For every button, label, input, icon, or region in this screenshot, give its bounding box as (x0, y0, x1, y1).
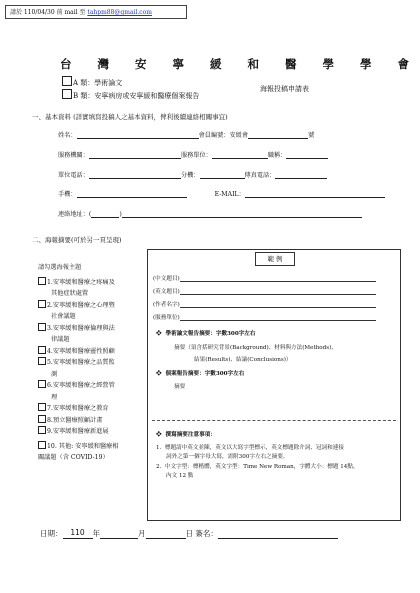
org-field[interactable] (89, 151, 181, 159)
topic-item[interactable]: 7.安寧緩和醫療之教育 (38, 403, 146, 415)
example-field-en-title: (英文題目) (153, 287, 376, 295)
unit-field[interactable] (212, 151, 268, 159)
topic-item[interactable]: 1.安寧緩和醫療之疼痛及 (38, 277, 146, 289)
topic-item[interactable]: 9.安寧緩和醫療新進展 (38, 426, 146, 438)
example-box (147, 249, 401, 521)
member-no-field[interactable] (248, 131, 308, 139)
topics-title: 請勾選海報主題 (38, 264, 82, 271)
topic-item-cont: 律議題 (51, 336, 70, 343)
academic-abstract-line2: 結果(Results)、結論(Conclusions)） (194, 357, 292, 363)
topic-checkbox[interactable] (38, 323, 46, 331)
topic-item-cont: 測 (51, 370, 58, 378)
notice-email-link[interactable]: tahpm88@gmail.com (87, 9, 152, 16)
example-field-unit: (服務單位) (153, 313, 376, 321)
topic-item-cont: 關議題（含 COVID-19） (38, 454, 109, 461)
academic-abstract-heading: ❖ 學術論文報告摘要：字數300字左右 (156, 331, 256, 337)
day-field[interactable] (146, 528, 186, 539)
address-field[interactable] (122, 210, 362, 218)
topic-item[interactable]: 8.預立醫療照顧計畫 (38, 415, 146, 427)
topic-item[interactable]: 6.安寧緩和醫療之經營管 (38, 380, 146, 392)
row-org: 服務機關： 服務單位： 職稱： (58, 150, 328, 159)
row-phone: 單位電話： 分機： 傳真電話： (58, 170, 327, 179)
year-field[interactable]: 110 (63, 528, 93, 539)
zip-field[interactable] (91, 210, 119, 218)
form-name: 海報投稿申請表 (260, 85, 309, 93)
section1-heading: 一、基本資料 (詳實填寫投稿人之基本資料，俾利後續連絡相關事宜) (32, 113, 228, 121)
row-name-member: 姓名： 會員編號：安緩會 號 (58, 132, 315, 139)
fax-field[interactable] (275, 171, 327, 179)
email-field[interactable] (245, 190, 385, 198)
month-field[interactable] (100, 528, 138, 539)
topic-item-cont: 其他症狀處置 (51, 290, 89, 297)
topic-checkbox[interactable] (38, 441, 46, 449)
office-phone-field[interactable] (89, 171, 181, 179)
topic-checkbox[interactable] (38, 380, 46, 388)
case-report-body: 摘要 (174, 384, 186, 390)
ext-field[interactable] (200, 171, 245, 179)
topic-checkbox[interactable] (38, 403, 46, 411)
topic-item[interactable]: 3.安寧緩和醫療倫理與法 (38, 323, 146, 335)
category-a[interactable]: A 類：學術論文 (62, 76, 122, 88)
topic-checkbox[interactable] (38, 357, 46, 365)
topic-item-cont: 理 (51, 393, 58, 401)
example-field-author: (作者名字) (153, 300, 376, 308)
topic-checkbox[interactable] (38, 277, 46, 285)
case-report-heading: ❖ 個案報告摘要：字數300字左右 (156, 371, 245, 377)
note-item-1-cont: 詞外之第一個字母大寫，需附300字左右之摘要。 (166, 454, 289, 460)
category-b-checkbox[interactable] (62, 89, 72, 99)
topic-checkbox[interactable] (38, 346, 46, 354)
row-mobile: 手機： E-MAIL： (58, 189, 385, 198)
page-title: 台 灣 安 寧 緩 和 醫 學 學 會 (60, 57, 420, 71)
note-item-2: 2. 中文字型：標楷體，英文字型：Time New Roman，字體大小：標題 14點， (156, 464, 359, 470)
submission-notice: 請於 110/04/30 前 mail 至 tahpm88@gmail.com (5, 5, 187, 19)
topic-list (38, 262, 146, 464)
topic-checkbox[interactable] (38, 300, 46, 308)
category-b[interactable]: B 類：安寧病房或安寧緩和醫療個案報告 (62, 89, 199, 101)
mobile-field[interactable] (77, 190, 187, 198)
topic-item[interactable]: 4.安寧緩和醫療靈性照顧 (38, 346, 146, 358)
note-item-1: 1. 標題請中英文並陳，英文以大寫字型標示，英文標題除介詞、冠詞和連接 (156, 445, 344, 451)
example-title: 範 例 (255, 252, 295, 266)
example-divider (152, 420, 396, 421)
topic-checkbox[interactable] (38, 415, 46, 423)
topic-item[interactable]: 10. 其他: 安寧緩和醫療相 (38, 441, 146, 453)
notes-heading: ❖ 撰寫摘要注意事項： (156, 432, 216, 438)
section2-heading: 二、海報摘要(可於另一頁呈現) (32, 236, 122, 244)
note-item-2-cont: 內文 12 點 (166, 473, 194, 479)
topic-item[interactable]: 5.安寧緩和醫療之品質監 (38, 357, 146, 369)
name-field[interactable] (77, 131, 199, 139)
academic-abstract-line1: 摘要（須含括研究背景(Background)、材料與方法(Methods)、 (174, 345, 337, 351)
topic-checkbox[interactable] (38, 426, 46, 434)
example-field-cn-title: (中文題目) (153, 274, 376, 282)
topic-item-cont: 社會議題 (51, 313, 76, 320)
category-a-checkbox[interactable] (62, 76, 72, 86)
footer-date-signature: 日期： 110 年 月 日 簽名： (40, 528, 338, 539)
signature-field[interactable] (218, 528, 338, 539)
row-address: 連絡地址：( ) (58, 209, 362, 218)
topic-item[interactable]: 2.安寧緩和醫療之心理暨 (38, 300, 146, 312)
job-title-field[interactable] (286, 151, 328, 159)
